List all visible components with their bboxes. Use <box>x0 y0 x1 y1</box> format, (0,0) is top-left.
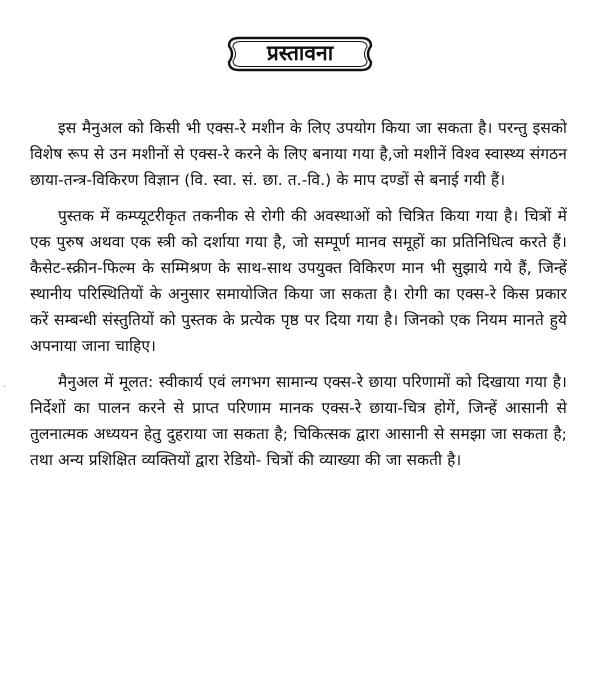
title-area <box>0 34 600 74</box>
title-badge <box>225 34 375 74</box>
preface-body <box>30 115 567 483</box>
margin-dot: · <box>3 382 7 393</box>
paragraph-1: इस मैनुअल को किसी भी एक्स-रे मशीन के लिए उपयोग किया जा सकता है। परन्तु इसको विशेष रूप से उन मशीनों से एक्स-रे करने के लिए बनाया गया है,जो मशीनें विश्व स्वास्थ्य संगठन छाया-तन्त्र-विकिरण विज्ञान (वि. स्वा. सं. छा. त.-वि.) के माप दण्डों से बनाई गयी हैं। <box>30 119 567 189</box>
page-title: प्रस्तावना <box>266 41 334 65</box>
paragraph-3: मैनुअल में मूलत: स्वीकार्य एवं लगभग सामान्य एक्स-रे छाया परिणामों को दिखाया गया है। निर्देशों का पालन करने से प्राप्त परिणाम मानक एक्स-रे छाया-चित्र होगें, जिन्हें आसानी से तुलनात्मक अध्ययन हेतु दुहराया जा सकता है; चिकित्सक द्वारा आसानी से समझा जा सकता है; तथा अन्य प्रशिक्षित व्यक्तियों द्वारा रेडियो- चित्रों की व्याख्या की जा सकती है। <box>30 373 567 469</box>
paragraph-2: पुस्तक में कम्प्यूटरीकृत तकनीक से रोगी की अवस्थाओं को चित्रित किया गया है। चित्रों में एक पुरुष अथवा एक स्त्री को दर्शाया गया है, जो सम्पूर्ण मानव समूहों का प्रतिनिधित्व करते हैं। कैसेट-स्क्रीन-फिल्म के सम्मिश्रण के साथ-साथ उपयुक्त विकिरण मान भी सुझाये गये हैं, जिन्हें स्थानीय परिस्थितियों के अनुसार समायोजित किया जा सकता है। रोगी का एक्स-रे किस प्रकार करें सम्बन्धी संस्तुतियों को पुस्तक के प्रत्येक पृष्ठ पर दिया गया है। जिनको एक नियम मानते हुये अपनाया जाना चाहिए। <box>30 207 567 355</box>
